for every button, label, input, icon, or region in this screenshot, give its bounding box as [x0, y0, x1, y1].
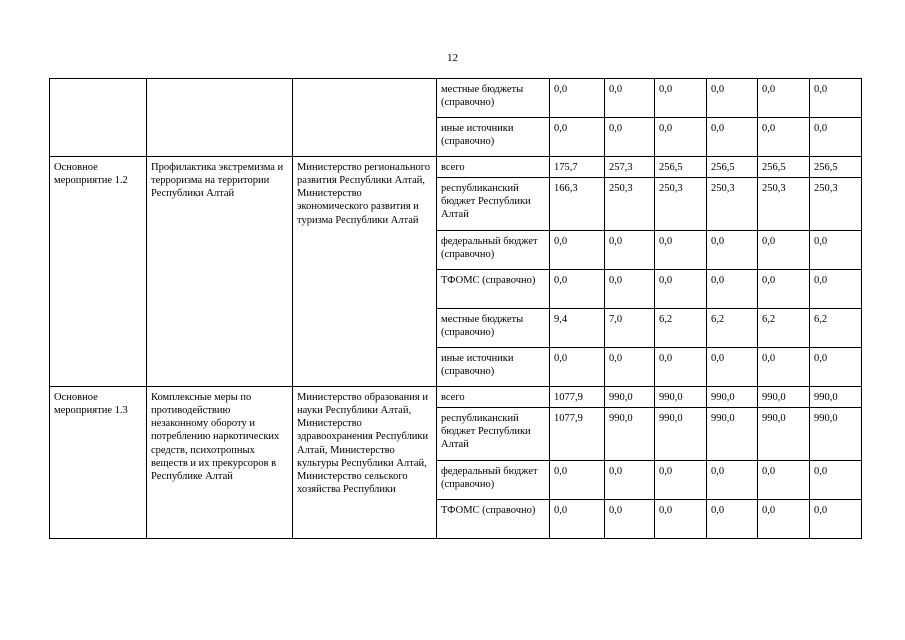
value-cell: 0,0 [758, 348, 810, 387]
value-cell: 175,7 [550, 157, 605, 178]
source-label: всего [437, 387, 550, 408]
value-cell: 990,0 [655, 387, 707, 408]
value-cell: 0,0 [655, 118, 707, 157]
value-cell: 0,0 [605, 500, 655, 539]
continuation-empty-cell [147, 79, 293, 157]
value-cell: 990,0 [758, 387, 810, 408]
value-cell: 250,3 [810, 178, 862, 231]
value-cell: 250,3 [758, 178, 810, 231]
value-cell: 0,0 [605, 461, 655, 500]
measure-executor: Министерство регионального развития Республики Алтай, Министерство экономического развития и туризма Республики Алтай [293, 157, 437, 387]
value-cell: 990,0 [605, 408, 655, 461]
value-cell: 0,0 [758, 79, 810, 118]
value-cell: 0,0 [655, 79, 707, 118]
value-cell: 0,0 [605, 270, 655, 309]
table-row [50, 387, 862, 408]
value-cell: 0,0 [550, 348, 605, 387]
continuation-empty-cell [293, 79, 437, 157]
value-cell: 0,0 [707, 231, 758, 270]
value-cell: 0,0 [707, 348, 758, 387]
funding-table [49, 78, 862, 539]
value-cell: 0,0 [758, 461, 810, 500]
source-label: иные источники (справочно) [437, 118, 550, 157]
measure-executor: Министерство образования и науки Республики Алтай, Министерство здравоохранения Республики Алтай, Министерство культуры Республики Алтай, Министерство сельского хозяйства Республики [293, 387, 437, 539]
source-label: республиканский бюджет Республики Алтай [437, 178, 550, 231]
value-cell: 0,0 [810, 79, 862, 118]
value-cell: 0,0 [550, 231, 605, 270]
measure-title: Комплексные меры по противодействию незаконному обороту и потреблению наркотических средств, психотропных веществ и их прекурсоров в Республике Алтай [147, 387, 293, 539]
source-label: федеральный бюджет (справочно) [437, 231, 550, 270]
measure-name: Основное мероприятие 1.2 [50, 157, 147, 387]
value-cell: 0,0 [707, 500, 758, 539]
value-cell: 0,0 [550, 270, 605, 309]
value-cell: 990,0 [655, 408, 707, 461]
value-cell: 0,0 [605, 348, 655, 387]
value-cell: 0,0 [810, 118, 862, 157]
source-label: иные источники (справочно) [437, 348, 550, 387]
source-label: федеральный бюджет (справочно) [437, 461, 550, 500]
value-cell: 0,0 [655, 461, 707, 500]
page-number: 12 [447, 52, 458, 64]
value-cell: 250,3 [707, 178, 758, 231]
value-cell: 256,5 [707, 157, 758, 178]
source-label: ТФОМС (справочно) [437, 500, 550, 539]
value-cell: 256,5 [758, 157, 810, 178]
value-cell: 0,0 [655, 231, 707, 270]
value-cell: 6,2 [707, 309, 758, 348]
value-cell: 990,0 [810, 387, 862, 408]
table-row [50, 79, 862, 118]
value-cell: 166,3 [550, 178, 605, 231]
value-cell: 0,0 [810, 231, 862, 270]
value-cell: 990,0 [707, 408, 758, 461]
value-cell: 256,5 [655, 157, 707, 178]
value-cell: 0,0 [605, 118, 655, 157]
value-cell: 0,0 [758, 231, 810, 270]
value-cell: 0,0 [550, 118, 605, 157]
value-cell: 0,0 [605, 231, 655, 270]
value-cell: 0,0 [550, 79, 605, 118]
value-cell: 0,0 [810, 461, 862, 500]
value-cell: 0,0 [707, 118, 758, 157]
value-cell: 990,0 [758, 408, 810, 461]
value-cell: 0,0 [550, 500, 605, 539]
value-cell: 0,0 [550, 461, 605, 500]
value-cell: 257,3 [605, 157, 655, 178]
value-cell: 0,0 [655, 348, 707, 387]
value-cell: 990,0 [707, 387, 758, 408]
value-cell: 256,5 [810, 157, 862, 178]
value-cell: 0,0 [810, 500, 862, 539]
value-cell: 6,2 [655, 309, 707, 348]
source-label: местные бюджеты (справочно) [437, 79, 550, 118]
value-cell: 6,2 [758, 309, 810, 348]
source-label: ТФОМС (справочно) [437, 270, 550, 309]
value-cell: 9,4 [550, 309, 605, 348]
value-cell: 0,0 [758, 118, 810, 157]
value-cell: 250,3 [605, 178, 655, 231]
value-cell: 0,0 [707, 79, 758, 118]
value-cell: 0,0 [758, 270, 810, 309]
value-cell: 0,0 [605, 79, 655, 118]
value-cell: 6,2 [810, 309, 862, 348]
value-cell: 0,0 [810, 348, 862, 387]
value-cell: 990,0 [605, 387, 655, 408]
table-row [50, 157, 862, 178]
measure-name: Основное мероприятие 1.3 [50, 387, 147, 539]
measure-title: Профилактика экстремизма и терроризма на территории Республики Алтай [147, 157, 293, 387]
value-cell: 0,0 [707, 270, 758, 309]
source-label: всего [437, 157, 550, 178]
source-label: местные бюджеты (справочно) [437, 309, 550, 348]
value-cell: 0,0 [810, 270, 862, 309]
value-cell: 990,0 [810, 408, 862, 461]
value-cell: 7,0 [605, 309, 655, 348]
value-cell: 1077,9 [550, 408, 605, 461]
value-cell: 0,0 [707, 461, 758, 500]
value-cell: 0,0 [655, 270, 707, 309]
value-cell: 0,0 [655, 500, 707, 539]
value-cell: 1077,9 [550, 387, 605, 408]
value-cell: 250,3 [655, 178, 707, 231]
source-label: республиканский бюджет Республики Алтай [437, 408, 550, 461]
continuation-empty-cell [50, 79, 147, 157]
value-cell: 0,0 [758, 500, 810, 539]
